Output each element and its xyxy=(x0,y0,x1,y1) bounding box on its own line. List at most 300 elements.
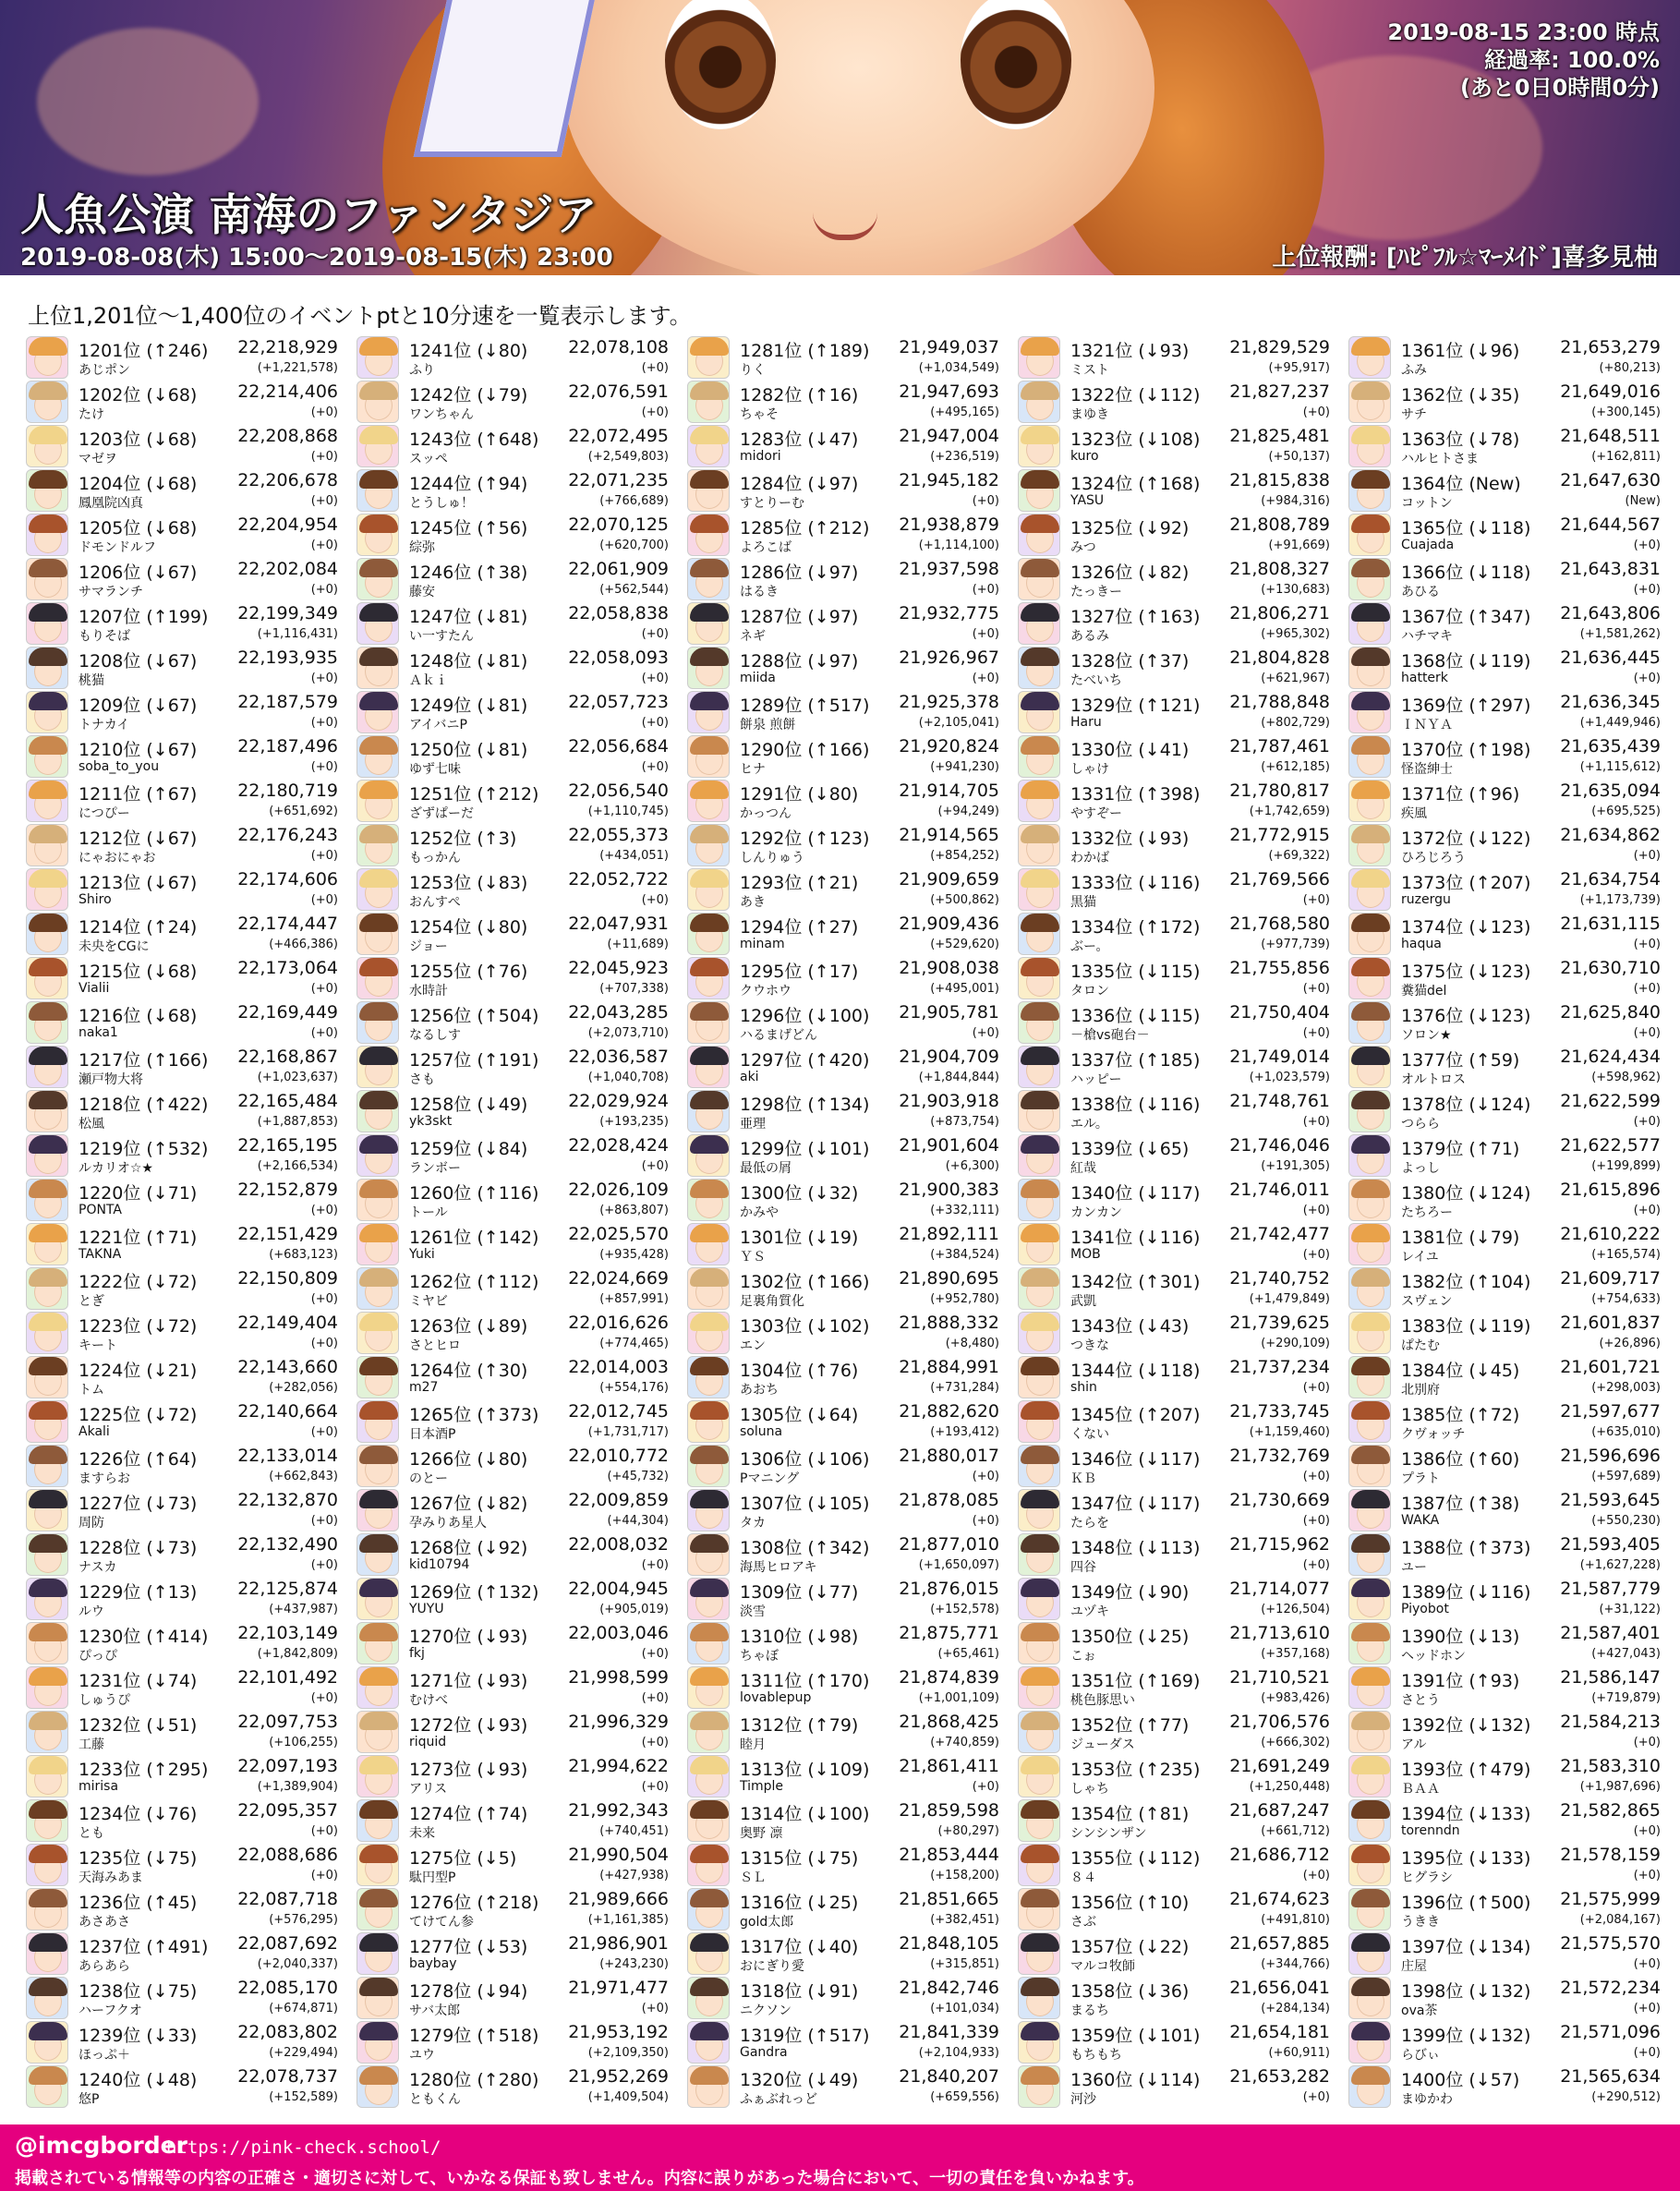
speed-delta: (+95,917) xyxy=(1268,361,1330,375)
speed-delta: (+1,742,659) xyxy=(1249,805,1330,818)
event-points: 21,841,339 xyxy=(899,2022,999,2042)
player-name: アル xyxy=(1401,1737,1427,1752)
ranking-entry xyxy=(357,1931,671,1975)
player-name: ふみ xyxy=(1401,363,1427,378)
idol-avatar-icon xyxy=(26,1400,68,1443)
ranking-entry xyxy=(1018,556,1332,600)
speed-delta: (+0) xyxy=(641,406,669,419)
ranking-entry xyxy=(1018,1132,1332,1177)
speed-delta: (+45,732) xyxy=(607,1470,669,1483)
speed-delta: (+152,589) xyxy=(269,2090,338,2104)
idol-avatar-icon xyxy=(357,2021,399,2064)
speed-delta: (+165,574) xyxy=(1591,1248,1661,1262)
rank-label: 1275位 (↓5) xyxy=(409,1848,517,1869)
rank-label: 1236位 (↑45) xyxy=(79,1893,198,1913)
event-points: 22,070,125 xyxy=(568,514,669,535)
ranking-entry xyxy=(26,1398,340,1443)
ranking-entry xyxy=(357,955,671,999)
player-name: とぎ xyxy=(79,1294,104,1309)
event-points: 22,165,195 xyxy=(237,1135,338,1156)
player-name: とも xyxy=(79,1826,104,1841)
idol-avatar-icon xyxy=(357,1888,399,1931)
rank-label: 1351位 (↑169) xyxy=(1070,1671,1201,1691)
rank-label: 1372位 (↓122) xyxy=(1401,829,1531,849)
player-name: さも xyxy=(409,1072,435,1087)
rank-label: 1374位 (↓123) xyxy=(1401,917,1531,938)
player-name: Pマニング xyxy=(740,1471,800,1486)
event-points: 22,143,660 xyxy=(237,1357,338,1377)
rank-label: 1318位 (↓91) xyxy=(740,1981,859,2002)
player-name: yk3skt xyxy=(409,1114,453,1129)
rank-label: 1287位 (↓97) xyxy=(740,607,859,627)
ranking-entry xyxy=(687,866,1001,911)
event-points: 21,635,094 xyxy=(1560,781,1661,801)
speed-delta: (+854,252) xyxy=(930,849,999,863)
ranking-entry xyxy=(26,334,340,379)
ranking-entry xyxy=(26,1798,340,1842)
ranking-entry xyxy=(1348,379,1662,423)
event-points: 21,926,967 xyxy=(899,648,999,668)
speed-delta: (+332,111) xyxy=(930,1204,999,1217)
ranking-entry xyxy=(687,1664,1001,1709)
idol-avatar-icon xyxy=(687,1977,730,2019)
speed-delta: (+65,461) xyxy=(937,1647,999,1661)
speed-delta: (+466,386) xyxy=(269,938,338,951)
ranking-entry xyxy=(1348,467,1662,512)
speed-delta: (+0) xyxy=(310,539,338,552)
player-name: ova茶 xyxy=(1401,2003,1438,2018)
rank-label: 1347位 (↓117) xyxy=(1070,1494,1201,1514)
ranking-entry xyxy=(687,1975,1001,2019)
ranking-entry xyxy=(687,2064,1001,2108)
idol-avatar-icon xyxy=(1018,1578,1060,1620)
idol-avatar-icon xyxy=(357,1356,399,1398)
ranking-entry xyxy=(357,1531,671,1576)
player-name: 怪盗紳士 xyxy=(1401,762,1453,777)
player-name: WAKA xyxy=(1401,1513,1440,1528)
twitter-handle[interactable]: @imcgborder xyxy=(15,2132,187,2159)
idol-avatar-icon xyxy=(357,1977,399,2019)
idol-avatar-icon xyxy=(357,558,399,600)
event-points: 22,168,867 xyxy=(237,1047,338,1067)
idol-avatar-icon xyxy=(26,1844,68,1886)
event-points: 22,180,719 xyxy=(237,781,338,801)
player-name: アリス xyxy=(409,1782,448,1797)
event-points: 22,140,664 xyxy=(237,1401,338,1422)
player-name: miida xyxy=(740,671,776,685)
ranking-entry xyxy=(1018,1487,1332,1531)
idol-avatar-icon xyxy=(1348,1445,1391,1487)
player-name: 日本酒P xyxy=(409,1427,456,1442)
idol-avatar-icon xyxy=(1348,602,1391,645)
idol-avatar-icon xyxy=(357,957,399,999)
speed-delta: (+0) xyxy=(310,1514,338,1528)
ranking-column xyxy=(26,334,340,2112)
player-name: 天海みあま xyxy=(79,1870,143,1885)
player-name: つらら xyxy=(1401,1117,1440,1132)
player-name: たらを xyxy=(1070,1516,1109,1531)
player-name: 藤安 xyxy=(409,585,435,599)
rank-label: 1272位 (↓93) xyxy=(409,1715,528,1736)
event-points: 21,643,806 xyxy=(1560,603,1661,623)
idol-avatar-icon xyxy=(1348,780,1391,822)
event-points: 22,043,285 xyxy=(568,1002,669,1023)
player-name: 睦月 xyxy=(740,1737,766,1752)
ranking-entry xyxy=(1348,1709,1662,1753)
speed-delta: (+1,023,579) xyxy=(1249,1071,1330,1084)
rank-label: 1322位 (↓112) xyxy=(1070,385,1201,406)
player-name: lovablepup xyxy=(740,1690,812,1705)
idol-avatar-icon xyxy=(687,1445,730,1487)
rank-label: 1395位 (↓133) xyxy=(1401,1848,1531,1869)
ranking-entry xyxy=(687,2019,1001,2064)
idol-avatar-icon xyxy=(1018,2065,1060,2108)
speed-delta: (+554,176) xyxy=(599,1381,669,1395)
ranking-entry xyxy=(687,379,1001,423)
idol-avatar-icon xyxy=(687,336,730,379)
ranking-column xyxy=(1018,334,1332,2112)
ranking-entry xyxy=(357,1310,671,1354)
idol-avatar-icon xyxy=(687,1666,730,1709)
speed-delta: (+243,230) xyxy=(599,1957,669,1971)
rank-label: 1306位 (↓106) xyxy=(740,1449,870,1470)
player-name: とうしゅ！ xyxy=(409,496,474,511)
event-points: 21,914,705 xyxy=(899,781,999,801)
idol-avatar-icon xyxy=(1348,647,1391,689)
event-points: 21,649,016 xyxy=(1560,381,1661,402)
rank-label: 1327位 (↑163) xyxy=(1070,607,1201,627)
rank-label: 1249位 (↓81) xyxy=(409,696,528,716)
rank-label: 1400位 (↓57) xyxy=(1401,2070,1520,2090)
ranking-entry xyxy=(357,822,671,866)
speed-delta: (+434,051) xyxy=(599,849,669,863)
event-points: 21,996,329 xyxy=(568,1712,669,1732)
idol-avatar-icon xyxy=(26,1312,68,1354)
ranking-entry xyxy=(1018,1531,1332,1576)
speed-delta: (+126,504) xyxy=(1261,1603,1330,1616)
event-points: 21,653,279 xyxy=(1560,337,1661,357)
speed-delta: (+1,987,696) xyxy=(1579,1780,1661,1794)
player-name: はるき xyxy=(740,585,779,599)
site-url[interactable]: https://pink-check.school/ xyxy=(166,2137,441,2158)
idol-avatar-icon xyxy=(26,381,68,423)
speed-delta: (+576,295) xyxy=(269,1913,338,1927)
ranking-entry xyxy=(687,733,1001,778)
player-name: ますらお xyxy=(79,1471,130,1486)
ranking-entry xyxy=(26,645,340,689)
player-name: ハチマキ xyxy=(1401,629,1453,644)
speed-delta: (+0) xyxy=(1633,938,1661,951)
rank-label: 1353位 (↑235) xyxy=(1070,1760,1201,1780)
player-name: YUYU xyxy=(409,1602,444,1616)
speed-delta: (+740,859) xyxy=(930,1736,999,1749)
ranking-entry xyxy=(1348,1044,1662,1088)
event-points: 21,804,828 xyxy=(1229,648,1330,668)
player-name: うきき xyxy=(1401,1915,1440,1930)
event-points: 21,578,159 xyxy=(1560,1845,1661,1865)
idol-avatar-icon xyxy=(687,1932,730,1975)
speed-delta: (+0) xyxy=(310,406,338,419)
player-name: 庄屋 xyxy=(1401,1959,1427,1974)
ranking-entry xyxy=(1018,645,1332,689)
event-points: 22,045,923 xyxy=(568,958,669,978)
player-name: 桃猫 xyxy=(79,673,104,688)
speed-delta: (+529,620) xyxy=(930,938,999,951)
speed-delta: (+0) xyxy=(310,450,338,464)
ranking-entry xyxy=(687,1753,1001,1798)
rank-label: 1359位 (↓101) xyxy=(1070,2026,1201,2046)
idol-avatar-icon xyxy=(687,1223,730,1265)
ranking-entry xyxy=(1348,1576,1662,1620)
rank-label: 1381位 (↓79) xyxy=(1401,1228,1520,1248)
ranking-entry xyxy=(687,822,1001,866)
player-name: ソロン★ xyxy=(1401,1028,1452,1043)
speed-delta: (+754,633) xyxy=(1591,1292,1661,1306)
event-points: 22,058,093 xyxy=(568,648,669,668)
idol-avatar-icon xyxy=(1348,1977,1391,2019)
ranking-entry xyxy=(26,866,340,911)
idol-avatar-icon xyxy=(687,2065,730,2108)
speed-delta: (+674,871) xyxy=(269,2002,338,2015)
idol-avatar-icon xyxy=(357,1090,399,1132)
ranking-entry xyxy=(357,556,671,600)
idol-avatar-icon xyxy=(357,1400,399,1443)
event-points: 22,174,606 xyxy=(237,869,338,890)
idol-avatar-icon xyxy=(1018,1622,1060,1664)
idol-avatar-icon xyxy=(687,425,730,467)
idol-avatar-icon xyxy=(1018,1046,1060,1088)
player-name: ８４ xyxy=(1070,1870,1096,1885)
speed-delta: (+597,689) xyxy=(1591,1470,1661,1483)
idol-avatar-icon xyxy=(687,1578,730,1620)
ranking-entry xyxy=(687,1798,1001,1842)
rank-label: 1268位 (↓92) xyxy=(409,1538,528,1558)
event-points: 21,780,817 xyxy=(1229,781,1330,801)
event-points: 22,016,626 xyxy=(568,1313,669,1333)
player-name: さとう xyxy=(1401,1693,1440,1708)
ranking-entry xyxy=(1348,1265,1662,1310)
rank-label: 1344位 (↓118) xyxy=(1070,1361,1201,1381)
rank-label: 1263位 (↓89) xyxy=(409,1316,528,1337)
ranking-entry xyxy=(357,379,671,423)
player-name: 綜弥 xyxy=(409,540,435,555)
idol-avatar-icon xyxy=(1348,868,1391,911)
player-name: ジョー xyxy=(409,939,448,954)
event-points: 22,004,945 xyxy=(568,1579,669,1599)
idol-avatar-icon xyxy=(26,1666,68,1709)
ranking-grid xyxy=(26,334,1662,2112)
rank-label: 1228位 (↓73) xyxy=(79,1538,198,1558)
rank-label: 1321位 (↓93) xyxy=(1070,341,1190,361)
rank-label: 1361位 (↓96) xyxy=(1401,341,1520,361)
event-points: 21,908,038 xyxy=(899,958,999,978)
speed-delta: (+500,862) xyxy=(930,893,999,907)
speed-delta: (+0) xyxy=(972,583,999,597)
idol-avatar-icon xyxy=(357,2065,399,2108)
ranking-entry xyxy=(1018,2064,1332,2108)
idol-avatar-icon xyxy=(26,824,68,866)
idol-avatar-icon xyxy=(26,2021,68,2064)
speed-delta: (+984,316) xyxy=(1261,494,1330,508)
player-name: サマランチ xyxy=(79,585,143,599)
speed-delta: (+1,250,448) xyxy=(1249,1780,1330,1794)
speed-delta: (+0) xyxy=(310,716,338,730)
idol-avatar-icon xyxy=(1018,735,1060,778)
idol-avatar-icon xyxy=(1018,868,1060,911)
idol-avatar-icon xyxy=(26,957,68,999)
ranking-entry xyxy=(26,1709,340,1753)
event-points: 21,829,529 xyxy=(1229,337,1330,357)
rank-label: 1290位 (↑166) xyxy=(740,740,870,760)
event-points: 21,769,566 xyxy=(1229,869,1330,890)
rank-label: 1339位 (↓65) xyxy=(1070,1139,1190,1159)
player-name: ランボー xyxy=(409,1161,461,1176)
idol-avatar-icon xyxy=(687,780,730,822)
event-points: 22,057,723 xyxy=(568,692,669,712)
speed-delta: (+91,669) xyxy=(1268,539,1330,552)
rank-label: 1264位 (↑30) xyxy=(409,1361,528,1381)
ranking-entry xyxy=(357,1044,671,1088)
ranking-entry xyxy=(26,1886,340,1931)
player-name: ちゃぼ xyxy=(740,1649,779,1664)
speed-delta: (+193,412) xyxy=(930,1425,999,1439)
player-name: soluna xyxy=(740,1424,783,1439)
event-points: 21,808,789 xyxy=(1229,514,1330,535)
speed-delta: (+158,200) xyxy=(930,1869,999,1882)
idol-avatar-icon xyxy=(687,558,730,600)
player-name: ユー xyxy=(1401,1560,1427,1575)
ranking-entry xyxy=(1018,1709,1332,1753)
rank-label: 1366位 (↓118) xyxy=(1401,563,1531,583)
idol-avatar-icon xyxy=(687,913,730,955)
ranking-entry xyxy=(1018,1310,1332,1354)
rank-label: 1310位 (↓98) xyxy=(740,1627,859,1647)
rank-label: 1354位 (↑81) xyxy=(1070,1804,1190,1824)
ranking-entry xyxy=(1348,1354,1662,1398)
speed-delta: (+0) xyxy=(641,672,669,685)
event-points: 21,890,695 xyxy=(899,1268,999,1289)
ranking-entry xyxy=(1348,1443,1662,1487)
idol-avatar-icon xyxy=(1348,2021,1391,2064)
player-name: サバ太郎 xyxy=(409,2003,461,2018)
ranking-entry xyxy=(1348,1620,1662,1664)
speed-delta: (+2,109,350) xyxy=(587,2046,669,2060)
event-points: 21,808,327 xyxy=(1229,559,1330,579)
rank-label: 1331位 (↑398) xyxy=(1070,784,1201,805)
idol-avatar-icon xyxy=(357,336,399,379)
ranking-entry xyxy=(357,1354,671,1398)
rank-label: 1397位 (↓134) xyxy=(1401,1937,1531,1957)
speed-delta: (+2,040,337) xyxy=(257,1957,338,1971)
speed-delta: (+1,449,946) xyxy=(1579,716,1661,730)
player-name: 悠P xyxy=(79,2092,100,2107)
event-points: 22,149,404 xyxy=(237,1313,338,1333)
event-points: 22,202,084 xyxy=(237,559,338,579)
ranking-column xyxy=(357,334,671,2112)
speed-delta: (+0) xyxy=(1633,1026,1661,1040)
idol-avatar-icon xyxy=(687,1001,730,1044)
ranking-entry xyxy=(1348,556,1662,600)
player-name: トール xyxy=(409,1205,448,1220)
speed-delta: (+0) xyxy=(1302,893,1330,907)
idol-avatar-icon xyxy=(26,1578,68,1620)
speed-delta: (+0) xyxy=(1633,1824,1661,1838)
event-points: 22,012,745 xyxy=(568,1401,669,1422)
event-points: 21,947,004 xyxy=(899,426,999,446)
idol-avatar-icon xyxy=(357,735,399,778)
idol-avatar-icon xyxy=(357,381,399,423)
event-points: 21,715,962 xyxy=(1229,1534,1330,1555)
event-points: 22,003,046 xyxy=(568,1623,669,1643)
rank-label: 1205位 (↓68) xyxy=(79,518,198,539)
idol-avatar-icon xyxy=(1348,1533,1391,1576)
rank-label: 1271位 (↓93) xyxy=(409,1671,528,1691)
ranking-entry xyxy=(1018,1088,1332,1132)
ranking-entry xyxy=(1348,2064,1662,2108)
idol-avatar-icon xyxy=(1018,1489,1060,1531)
rank-label: 1293位 (↑21) xyxy=(740,873,859,893)
speed-delta: (+6,300) xyxy=(945,1159,999,1173)
rank-label: 1399位 (↓132) xyxy=(1401,2026,1531,2046)
player-name: soba_to_you xyxy=(79,759,160,774)
event-points: 21,874,839 xyxy=(899,1667,999,1688)
player-name: わかば xyxy=(1070,851,1109,866)
idol-avatar-icon xyxy=(26,2065,68,2108)
player-name: midori xyxy=(740,449,781,464)
event-points: 21,631,115 xyxy=(1560,914,1661,934)
player-name: もっかん xyxy=(409,851,461,866)
event-points: 21,878,085 xyxy=(899,1490,999,1510)
event-points: 21,840,207 xyxy=(899,2066,999,2087)
speed-delta: (+229,494) xyxy=(269,2046,338,2060)
ranking-entry xyxy=(357,911,671,955)
ranking-entry xyxy=(1348,1398,1662,1443)
rank-label: 1379位 (↑71) xyxy=(1401,1139,1520,1159)
player-name: PONTA xyxy=(79,1203,122,1217)
event-points: 21,634,754 xyxy=(1560,869,1661,890)
idol-avatar-icon xyxy=(1348,824,1391,866)
idol-avatar-icon xyxy=(26,1356,68,1398)
rank-label: 1245位 (↑56) xyxy=(409,518,528,539)
idol-avatar-icon xyxy=(687,691,730,733)
rank-label: 1377位 (↑59) xyxy=(1401,1050,1520,1071)
player-name: ＹＳ xyxy=(740,1250,766,1265)
speed-delta: (+298,003) xyxy=(1591,1381,1661,1395)
event-points: 22,187,496 xyxy=(237,736,338,757)
player-name: コットン xyxy=(1401,496,1453,511)
event-points: 21,882,620 xyxy=(899,1401,999,1422)
event-points: 21,713,610 xyxy=(1229,1623,1330,1643)
ranking-entry xyxy=(357,1443,671,1487)
speed-delta: (+31,122) xyxy=(1599,1603,1661,1616)
player-name: ハーフクオ xyxy=(79,2003,142,2018)
player-name: 疾風 xyxy=(1401,806,1427,821)
event-points: 21,636,345 xyxy=(1560,692,1661,712)
player-name: torenndn xyxy=(1401,1823,1460,1838)
event-points: 21,643,831 xyxy=(1560,559,1661,579)
event-points: 22,193,935 xyxy=(237,648,338,668)
speed-delta: (+384,524) xyxy=(930,1248,999,1262)
event-points: 22,204,954 xyxy=(237,514,338,535)
player-name: ユウ xyxy=(409,2048,435,2063)
player-name: ネギ xyxy=(740,629,766,644)
idol-avatar-icon xyxy=(357,1711,399,1753)
player-name: キート xyxy=(79,1338,117,1353)
ranking-entry xyxy=(1018,1620,1332,1664)
ranking-entry xyxy=(1018,379,1332,423)
ranking-entry xyxy=(1348,1132,1662,1177)
event-points: 21,992,343 xyxy=(568,1800,669,1821)
